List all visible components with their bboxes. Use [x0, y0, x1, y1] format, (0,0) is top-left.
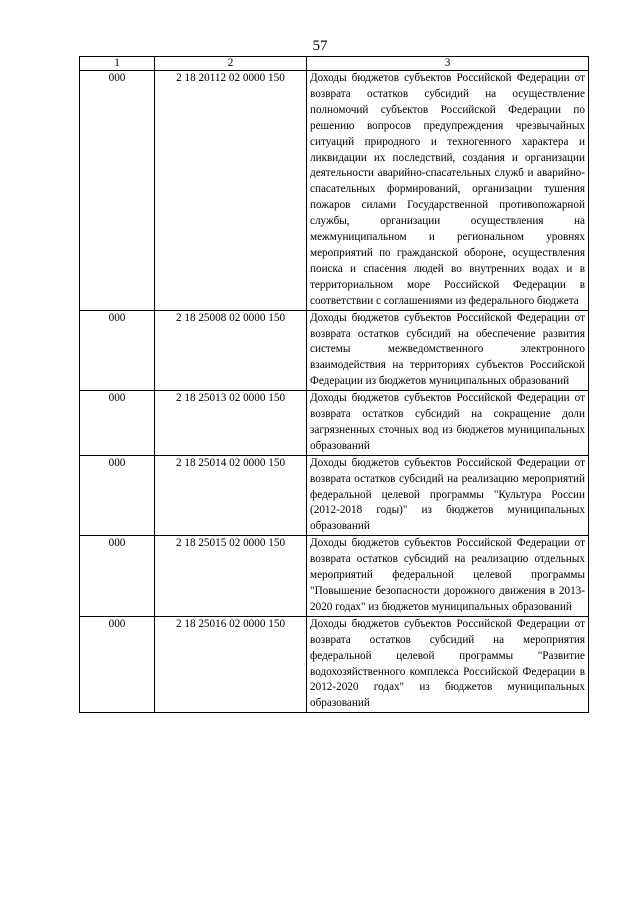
- table-row: [80, 310, 589, 391]
- table-row: [80, 455, 589, 536]
- admin-code-cell: 000: [80, 536, 155, 617]
- kbk-cell: 2 18 25015 02 0000 150: [155, 536, 307, 617]
- table-row: [80, 536, 589, 617]
- column-header-3: 3: [307, 57, 589, 71]
- admin-code-cell: 000: [80, 616, 155, 712]
- column-header-1: 1: [80, 57, 155, 71]
- description-cell: Доходы бюджетов субъектов Российской Федерации от возврата остатков субсидий на реализацию мероприятий федеральной целевой программы "Культура России (2012-2018 годы)" из бюджетов муниципальных образований: [307, 455, 589, 536]
- kbk-cell: 2 18 25016 02 0000 150: [155, 616, 307, 712]
- table-header-row: [80, 57, 589, 71]
- kbk-cell: 2 18 25008 02 0000 150: [155, 310, 307, 391]
- page-number: 57: [312, 38, 328, 54]
- budget-revenue-table: [79, 56, 589, 713]
- description-cell: Доходы бюджетов субъектов Российской Федерации от возврата остатков субсидий на реализацию отдельных мероприятий федеральной целевой программы "Повышение безопасности дорожного движения в 2013-2020 годах" из бюджетов муниципальных образований: [307, 536, 589, 617]
- description-cell: Доходы бюджетов субъектов Российской Федерации от возврата остатков субсидий на мероприятия федеральной целевой программы "Развитие водохозяйственного комплекса Российской Федерации в 2012-2020 годах" из бюджетов муниципальных образований: [307, 616, 589, 712]
- admin-code-cell: 000: [80, 391, 155, 456]
- description-cell: Доходы бюджетов субъектов Российской Федерации от возврата остатков субсидий на сокращение доли загрязненных сточных вод из бюджетов муниципальных образований: [307, 391, 589, 456]
- table-row: [80, 391, 589, 456]
- admin-code-cell: 000: [80, 71, 155, 311]
- kbk-cell: 2 18 25014 02 0000 150: [155, 455, 307, 536]
- kbk-cell: 2 18 20112 02 0000 150: [155, 71, 307, 311]
- column-header-2: 2: [155, 57, 307, 71]
- table-row: [80, 616, 589, 712]
- description-cell: Доходы бюджетов субъектов Российской Федерации от возврата остатков субсидий на обеспечение развития системы межведомственного электронного взаимодействия на территориях субъектов Российской Федерации из бюджетов муниципальных образований: [307, 310, 589, 391]
- admin-code-cell: 000: [80, 455, 155, 536]
- description-cell: Доходы бюджетов субъектов Российской Федерации от возврата остатков субсидий на осуществление полномочий субъектов Российской Федерации по решению вопросов предупреждения чрезвычайных ситуаций природного и техногенного характера и ликвидации их последствий, создания и организации деятельности аварийно-спасательных служб и аварийно-спасательных формирований, организации тушения пожаров силами Государственной противопожарной службы, организации осуществления на межмуниципальном и региональном уровнях мероприятий по гражданской обороне, осуществления поиска и спасения людей во внутренних водах и в территориальном море Российской Федерации в соответствии с соглашениями из федерального бюджета: [307, 71, 589, 311]
- table-row: [80, 71, 589, 311]
- kbk-cell: 2 18 25013 02 0000 150: [155, 391, 307, 456]
- admin-code-cell: 000: [80, 310, 155, 391]
